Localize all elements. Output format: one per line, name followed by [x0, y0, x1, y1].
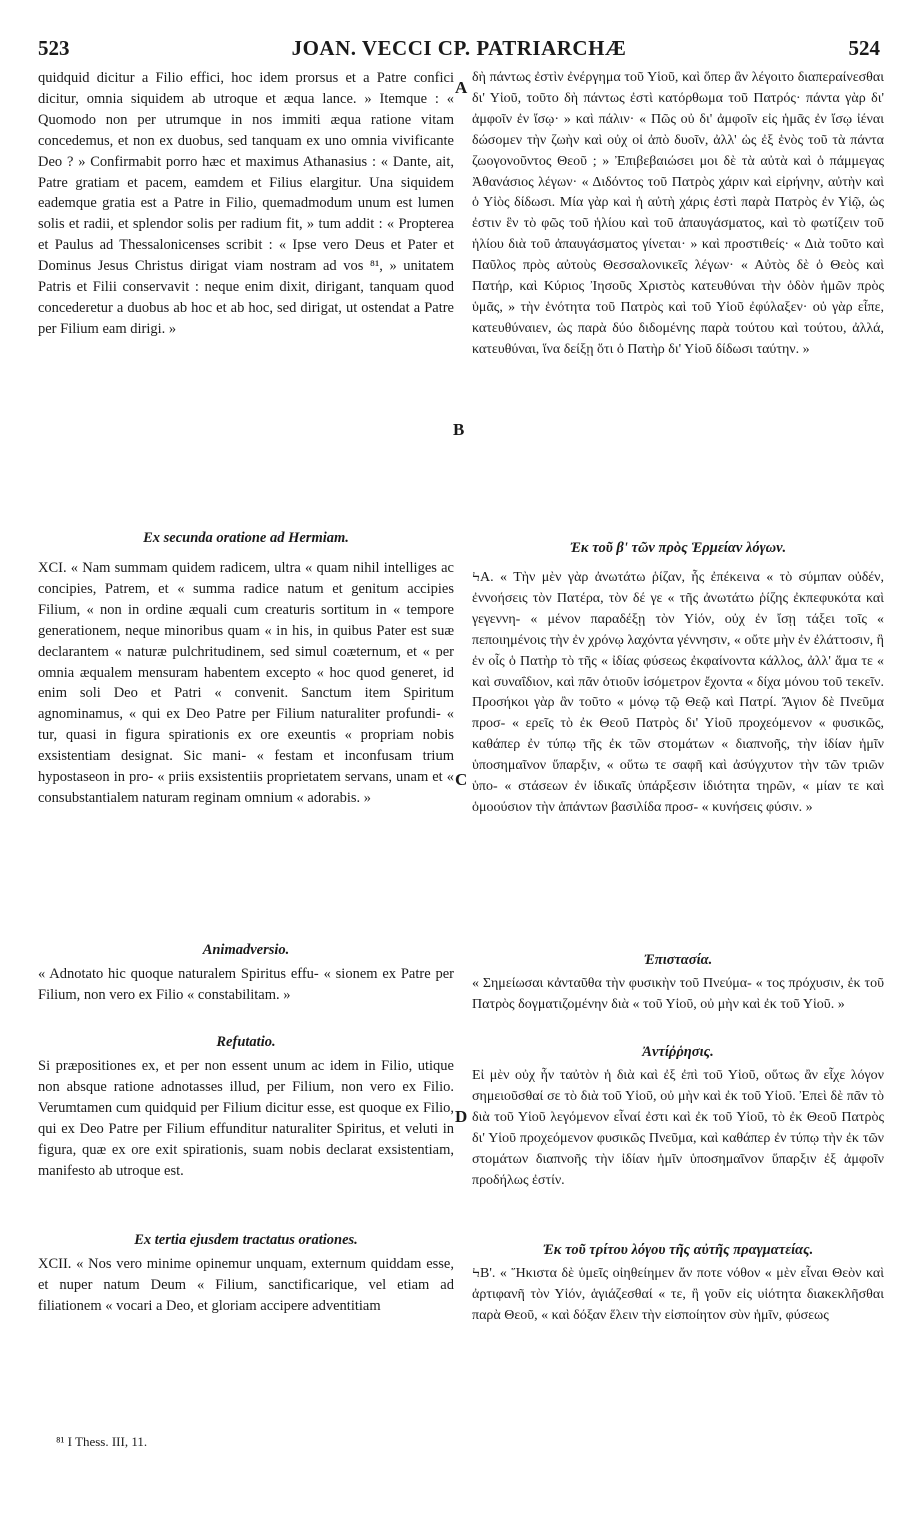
- footnote: ⁸¹ I Thess. III, 11.: [56, 1434, 148, 1449]
- greek-paragraph-2: ϞΑ. « Τὴν μὲν γὰρ ἀνωτάτω ῥίζαν, ἧς ἐπέκεινα « τὸ σύμπαν οὐδέν, ἐννοήσεις τὸν Πατέρα, τὸν δέ γε « τῆς ἀνωτάτω ῥίζης ἐκπεφυκότα καὶ γεγεννη- « μένον παραδέξῃ τὸν Υἱόν, οὐχ ἐν ἴσῃ τάξει τοῖς « πεποιημένοις τὴν ἐν χρόνῳ λαχόντα γέννησιν, « οὔτε μὴν ἐν ἐλάττοσιν, ἢ ἐν οἷς ὁ Πατὴρ τὸ τῆς « ἰδίας φύσεως ἐκφαίνοντα κάλλος, ἀλλ' ἅμα τε « καὶ συναΐδιον, καὶ πᾶν ὁτιοῦν ἰσόμετρον ἔχοντα « δίχα μόνου τοῦ τεκεῖν. Προσήκοι γὰρ ἂν τοῦτο « μόνῳ τῷ Θεῷ καὶ Πατρί. Ἅγιον δὲ Πνεῦμα προσ- « ερεῖς τὸ ἐκ Θεοῦ Πατρὸς δι' Υἱοῦ προχεόμενον « φυσικῶς, καθάπερ ἐν τύπῳ τῆς ἐκ τῶν στομάτων « διαπνοῆς, τὴν ἰδίαν ἡμῖν ὑποσημαῖνον ὕπαρξιν, « οὕτω τε σαφῆ καὶ ἀσύγχυτον τὴν τῶν τριῶν ὑπο- « στάσεων ἐν ἰδικαῖς ὑπάρξεσιν ἰδιότητα τηρῶν, « μίαν τε καὶ ὁμοούσιον τὴν ἁπάντων βασιλίδα προσ- « κυνήσεις φύσιν. »: [472, 570, 884, 815]
- greek-heading-1: Ἐκ τοῦ β' τῶν πρὸς Ἑρμείαν λόγων.: [569, 540, 787, 556]
- latin-heading-4: Ex tertia ejusdem tractatus orationes.: [134, 1232, 358, 1248]
- greek-heading-3: Ἀντίῤῥησις.: [642, 1044, 714, 1060]
- latin-column: [38, 68, 454, 1317]
- margin-letter-b: B: [453, 420, 465, 439]
- greek-paragraph-1: δὴ πάντως ἐστὶν ἐνέργημα τοῦ Υἱοῦ, καὶ ὅπερ ἂν λέγοιτο διαπεραίνεσθαι δι' Υἱοῦ, τοῦτο δὴ πάντως ἐστὶ κατόρθωμα τοῦ Πατρός· πάντα γὰρ δι' ἀμφοῖν ἐν ἴσῳ· » καὶ πάλιν· « Πῶς οὐ δι' ἀμφοῖν εἰς ἡμᾶς ἐν ἴσῳ ἰέναι δώσομεν τὴν ζωὴν καὶ οὐχ οἱ ἀπὸ δυοῖν, ἀλλ' ὡς ἐξ ἑνὸς τοῦ τὰ πάντα ζωογονοῦντος Θεοῦ ; » Ἐπιβεβαιώσει μοι δὲ τὰ αὐτὰ καὶ ὁ πάμμεγας Ἀθανάσιος λέγων· « Διδόντος τοῦ Πατρὸς χάριν καὶ εἰρήνην, αὐτὴν καὶ ὁ Υἱὸς δίδωσι. Μία γὰρ καὶ ἡ αὐτὴ χάρις ἐστὶ παρὰ Πατρὸς ἐν Υἱῷ, ὡς ἐστιν ἓν τὸ φῶς τοῦ ἡλίου καὶ τοῦ ἀπαυγάσματος, καὶ τὸ φωτίζειν τοῦ ἡλίου διὰ τοῦ ἀπαυγάσματος γίνεται· » καὶ προστιθείς· « Διὰ τοῦτο καὶ Παῦλος πρὸς αὐτοὺς Θεσσαλονικεῖς λέγων· « Αὐτὸς δὲ ὁ Θεὸς καὶ Πατήρ, καὶ Κύριος Ἰησοῦς Χριστὸς κατευθύναι τὴν ὁδὸν ἡμῶν πρὸς ὑμᾶς, » τὴν ἑνότητα τοῦ Πατρὸς καὶ τοῦ Υἱοῦ ἐφύλαξεν· οὐ γὰρ εἶπε, κατευθύναιεν, ὡς παρὰ δύο διδομένης παρὰ τούτου καὶ τούτου, ἀλλά, κατευθύναι, ἵνα δείξῃ ὅτι ὁ Πατὴρ δι' Υἱοῦ δίδωσι ταύτην. »: [472, 70, 884, 357]
- latin-paragraph-3: « Adnotato hic quoque naturalem Spiritus effu- « sionem ex Patre per Filium, non vero ex Filio « constabilitam. »: [38, 966, 454, 1003]
- margin-letter-c: C: [455, 770, 468, 789]
- latin-paragraph-4: Si præpositiones ex, et per non essent unum ac idem in Filio, utique non absque ratione adnotasses illud, per Filium, non vero ex Filio. Verumtamen cum quidquid per Filium dicitur esse, est quoque ex Filio, qui ex Deo Patre per Filium effunditur naturaliter Spiritus, et veluti in figura, quæ ex ore exit spirationis, suam nobis declarat exsistentiam, manifesto ab utroque est.: [38, 1058, 454, 1179]
- greek-paragraph-5: ϞΒ'. « Ἥκιστα δὲ ὑμεῖς οἰηθείημεν ἄν ποτε νόθον « μὲν εἶναι Θεὸν καὶ ἀρτιφανῆ τὸν Υἱόν, ἁγιάζεσθαί « τε, ἢ γοῦν εἰς υἱότητα διακεκλῆσθαι παρὰ Θεοῦ, « καὶ δόξαν ἕλειν τὴν εἰσποίητον σὺν ἡμῖν, φύσεως: [472, 1266, 884, 1323]
- latin-paragraph-5: XCII. « Nos vero minime opinemur unquam, externum quiddam esse, et nuper natum Deum « Filium, sanctificarique, vel etiam ad filiationem « vocari a Deo, et gloriam accipere adventitiam: [38, 1256, 454, 1314]
- page-header: [38, 36, 880, 64]
- greek-paragraph-4: Εἰ μὲν οὐχ ἦν ταὐτὸν ἡ διὰ καὶ ἐξ ἐπὶ τοῦ Υἱοῦ, οὕτως ἂν εἶχε λόγον σημειοῦσθαί σε τὸ διὰ τοῦ Υἱοῦ, οὐ μὴν καὶ ἐκ τοῦ Υἱοῦ. Ἐπεὶ δὲ πᾶν τὸ διὰ τοῦ Υἱοῦ λεγόμενον εἶναί ἐστι καὶ ἐκ τοῦ Υἱοῦ, τὸ ἐκ Θεοῦ Πατρὸς δι' Υἱοῦ προχεόμενον φυσικῶς Πνεῦμα, καὶ καθάπερ ἐν τύπῳ τὴν ἐκ τῶν στομάτων διαπνοῆς τὴν ἰδίαν ἡμῖν ὑποσημαῖνον ὕπαρξιν ἐξ ἀμφοῖν προδήλως ἐστίν.: [472, 1068, 884, 1188]
- greek-paragraph-3: « Σημείωσαι κἀνταῦθα τὴν φυσικὴν τοῦ Πνεύμα- « τος πρόχυσιν, ἐκ τοῦ Πατρὸς δογματιζομένην διὰ « τοῦ Υἱοῦ, οὐ μὴν καὶ ἐκ τοῦ Υἱοῦ. »: [472, 976, 884, 1012]
- margin-letter-d: D: [455, 1107, 468, 1126]
- latin-heading-1: Ex secunda oratione ad Hermiam.: [143, 530, 349, 546]
- latin-paragraph-1: quidquid dicitur a Filio effici, hoc idem prorsus et a Patre confici dicitur, omnia siquidem ab utroque et æqua lance. » Itemque : « Quomodo non per utrumque in nos immiti æqua ratione vitam concedemus, et non ex duobus, sed tanquam ex uno omnia vivificante Deo ? » Confirmabit porro hæc et maximus Athanasius : « Dante, ait, Patre gratiam et pacem, eamdem et Filius elargitur. Una siquidem eademque gratia est a Patre in Filio, quemadmodum unum est lumen solis et radii, et splendor solis per radium fit, » tum addit : « Propterea et Paulus ad Thessalonicenses scribit : « Ipse vero Deus et Pater et Dominus Jesus Christus dirigat viam nostram ad vos ⁸¹, » unitatem Patris et Filii conservavit : neque enim dixit, dirigant, tanquam quod concederetur a duobus ab hoc et ab hoc, sed dirigat, ut ostendat a Patre per Filium eam dirigi. »: [38, 70, 454, 337]
- greek-heading-2: Ἐπιστασία.: [643, 952, 713, 968]
- greek-column: [472, 68, 884, 1327]
- page-number-left: 523: [38, 36, 70, 60]
- running-title: JOAN. VECCI CP. PATRIARCHÆ: [291, 36, 627, 60]
- latin-heading-3: Refutatio.: [216, 1034, 276, 1050]
- latin-heading-2: Animadversio.: [202, 942, 290, 958]
- page-number-right: 524: [848, 36, 880, 60]
- margin-letter-a: A: [455, 78, 468, 97]
- greek-heading-4: Ἐκ τοῦ τρίτου λόγου τῆς αὐτῆς πραγματείας.: [542, 1242, 814, 1258]
- latin-paragraph-2: XCI. « Nam summam quidem radicem, ultra « quam nihil intelliges ac concipies, Patrem, et « summa radice natum et genitum accipies Filium, « non in ordine æquali cum creaturis sortitum in « tempore generationem, neque minoribus quam « in his, in quibus Pater est suæ declarantem « naturæ pulchritudinem, sed simul coæternum, et « per omnia æqualem mensuram habentem excepto « hoc quod generet, id enim soli Deo et Patri « convenit. Sanctum item Spiritum agnominamus, « qui ex Deo Patre per Filium naturaliter profundi- « tur, quasi in figura spirationis ex ore exeuntis « propriam nobis exsistentiam designat. Sic mani- « festam et inconfusam trium hypostaseon in pro- « priis exsistentiis proprietatem servans, unam et « consubstantialem naturam reginam omnium « adorabis. »: [38, 560, 454, 806]
